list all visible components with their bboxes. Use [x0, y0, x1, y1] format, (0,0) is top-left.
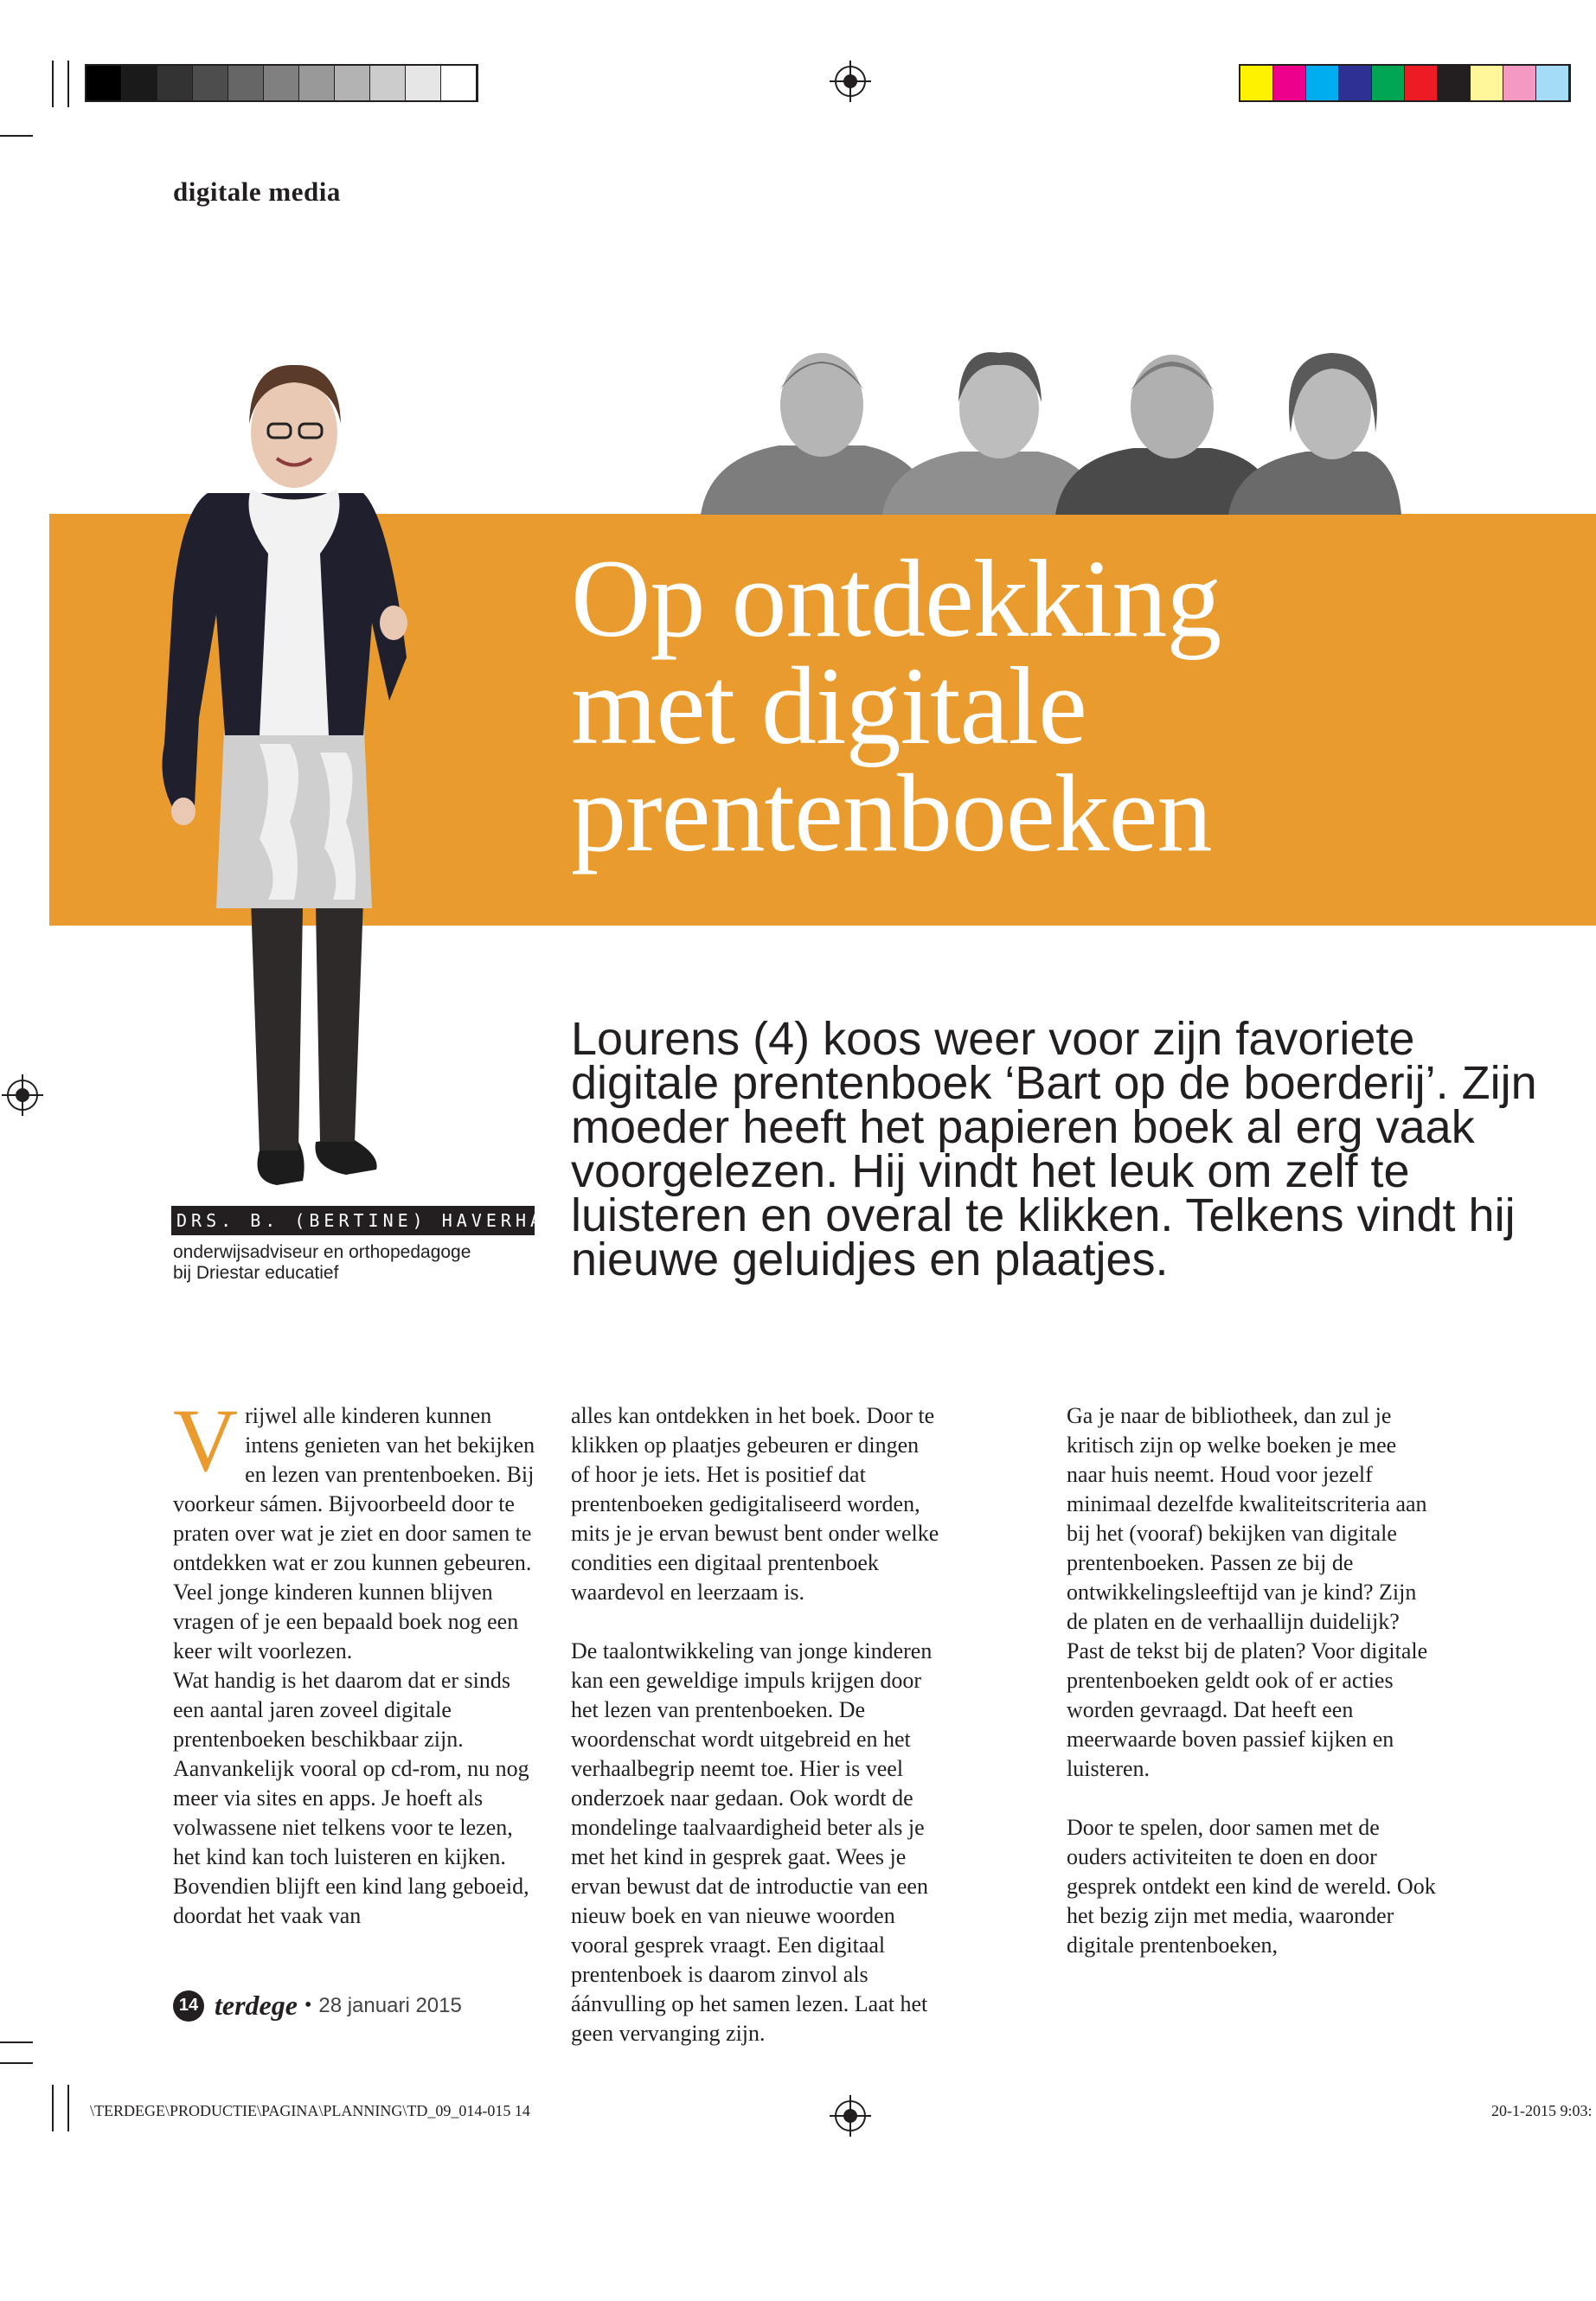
print-slug-path: \TERDEGE\PRODUCTIE\PAGINA\PLANNING\TD_09_014-015 14	[90, 2102, 530, 2119]
grayscale-swatch	[264, 66, 299, 100]
author-role-line: onderwijsadviseur en orthopedagoge	[173, 1242, 471, 1262]
color-swatch	[1372, 66, 1405, 100]
author-role-line: bij Driestar educatief	[173, 1263, 339, 1283]
drop-cap: V	[173, 1391, 239, 1490]
grayscale-swatch	[87, 66, 122, 100]
grayscale-swatch	[157, 66, 193, 100]
body-paragraph	[173, 1391, 545, 1666]
page-footer	[173, 1990, 462, 2022]
body-paragraph: Ga je naar de bibliotheek, dan zul je kritisch zijn op welke boeken je mee naar huis neemt. Houd voor jezelf minimaal dezelfde kwaliteitscriteria aan bij het (vooraf) bekijken van digitale prentenboeken. Passen ze bij de ontwikkelingsleeftijd van je kind? Zijn de platen en de verhaallijn duidelijk? Past de tekst bij de platen? Voor digitale prentenboeken geldt ook of er acties worden gevraagd. Dat heeft een meerwaarde boven passief kijken en luisteren.	[1067, 1403, 1428, 1781]
registration-mark-icon	[835, 66, 866, 97]
body-paragraph: Door te spelen, door samen met de ouders activiteiten te doen en door gesprek ontdekt een kind de wereld. Ook het bezig zijn met media, waaronder digitale prentenboeken,	[1067, 1815, 1436, 1958]
registration-mark-icon	[835, 2100, 866, 2131]
crop-mark	[0, 2041, 33, 2043]
body-column-3	[1067, 1401, 1439, 1990]
crop-mark	[0, 2062, 33, 2064]
section-label: digitale media	[173, 176, 341, 207]
color-swatch	[1503, 66, 1536, 100]
grayscale-swatch	[228, 66, 264, 100]
crop-mark	[67, 2085, 69, 2131]
color-swatch	[1306, 66, 1339, 100]
color-swatch	[1405, 66, 1438, 100]
body-column-1	[173, 1391, 545, 1960]
author-role	[173, 1242, 471, 1284]
magazine-logo: terdege	[215, 1990, 298, 2021]
grayscale-swatch	[406, 66, 441, 100]
author-name-tag: DRS. B. (BERTINE) HAVERHALS	[171, 1206, 535, 1235]
color-calibration-bar	[1239, 64, 1571, 102]
title-line: Op ontdekking	[571, 537, 1221, 660]
grayscale-swatch	[335, 66, 370, 100]
crop-mark	[52, 61, 54, 107]
registration-mark-icon	[7, 1080, 38, 1111]
crop-mark	[52, 2085, 54, 2131]
crop-mark	[0, 135, 33, 137]
color-swatch	[1339, 66, 1372, 100]
color-swatch	[1240, 66, 1273, 100]
color-swatch	[1536, 66, 1569, 100]
print-slug-timestamp: 20-1-2015 9:03:	[1491, 2102, 1593, 2119]
grayscale-swatch	[299, 66, 335, 100]
grayscale-swatch	[193, 66, 228, 100]
title-line: met digitale	[571, 644, 1086, 768]
color-swatch	[1438, 66, 1471, 100]
crop-mark	[67, 61, 69, 107]
footer-separator: •	[304, 1994, 312, 2016]
article-intro: Lourens (4) koos weer voor zijn favoriete digitale prentenboek ‘Bart op de boerderij’. Zijn moeder heeft het papieren boek al erg vaak voorgelezen. Hij vindt het leuk om zelf te luisteren en overal te klikken. Telkens vindt hij nieuwe geluidjes en plaatjes.	[571, 1013, 1537, 1285]
paragraph-text: rijwel alle kinderen kunnen intens genieten van het bekijken en lezen van prentenboeken. Bij voorkeur sámen. Bijvoorbeeld door te praten over wat je ziet en door samen te ontdekken wat er zou kunnen gebeuren. Veel jonge kinderen kunnen blijven vragen of je een bepaald boek nog een keer wilt voorlezen.	[173, 1403, 535, 1663]
grayscale-swatch	[122, 66, 157, 100]
contributors-group-photo	[701, 337, 1401, 515]
body-paragraph: De taalontwikkeling van jonge kinderen kan een geweldige impuls krijgen door het lezen van prentenboeken. De woordenschat wordt uitgebreid en het verhaalbegrip neemt toe. Hier is veel onderzoek naar gedaan. Ook wordt de mondelinge taalvaardigheid beter als je met het kind in gesprek gaat. Wees je ervan bewust dat de introductie van een nieuw boek en van nieuwe woorden vooral gesprek vraagt. Een digitaal prentenboek is daarom zinvol als áánvulling op het samen lezen. Laat het geen vervanging zijn.	[571, 1638, 933, 2046]
title-line: prentenboeken	[571, 752, 1212, 875]
author-photo	[130, 337, 441, 1194]
article-title	[571, 537, 1221, 875]
grayscale-swatch	[441, 66, 477, 100]
color-swatch	[1471, 66, 1503, 100]
grayscale-swatch	[370, 66, 406, 100]
body-paragraph: Wat handig is het daarom dat er sinds een aantal jaren zoveel digitale prentenboeken beschikbaar zijn. Aanvankelijk vooral op cd-rom, nu nog meer via sites en apps. Je hoeft als volwassene niet telkens voor te lezen, het kind kan toch luisteren en kijken. Bovendien blijft een kind lang geboeid, doordat het vaak van	[173, 1668, 529, 1928]
body-paragraph: alles kan ontdekken in het boek. Door te klikken op plaatjes gebeuren er dingen of hoor je iets. Het is positief dat prentenboeken gedigitaliseerd worden, mits je je ervan bewust bent onder welke condities een digitaal prentenboek waardevol en leerzaam is.	[571, 1403, 939, 1605]
color-swatch	[1273, 66, 1306, 100]
body-column-2	[571, 1401, 943, 2078]
page-number: 14	[173, 1990, 204, 2022]
grayscale-calibration-bar	[85, 64, 478, 102]
issue-date: 28 januari 2015	[318, 1993, 462, 2017]
